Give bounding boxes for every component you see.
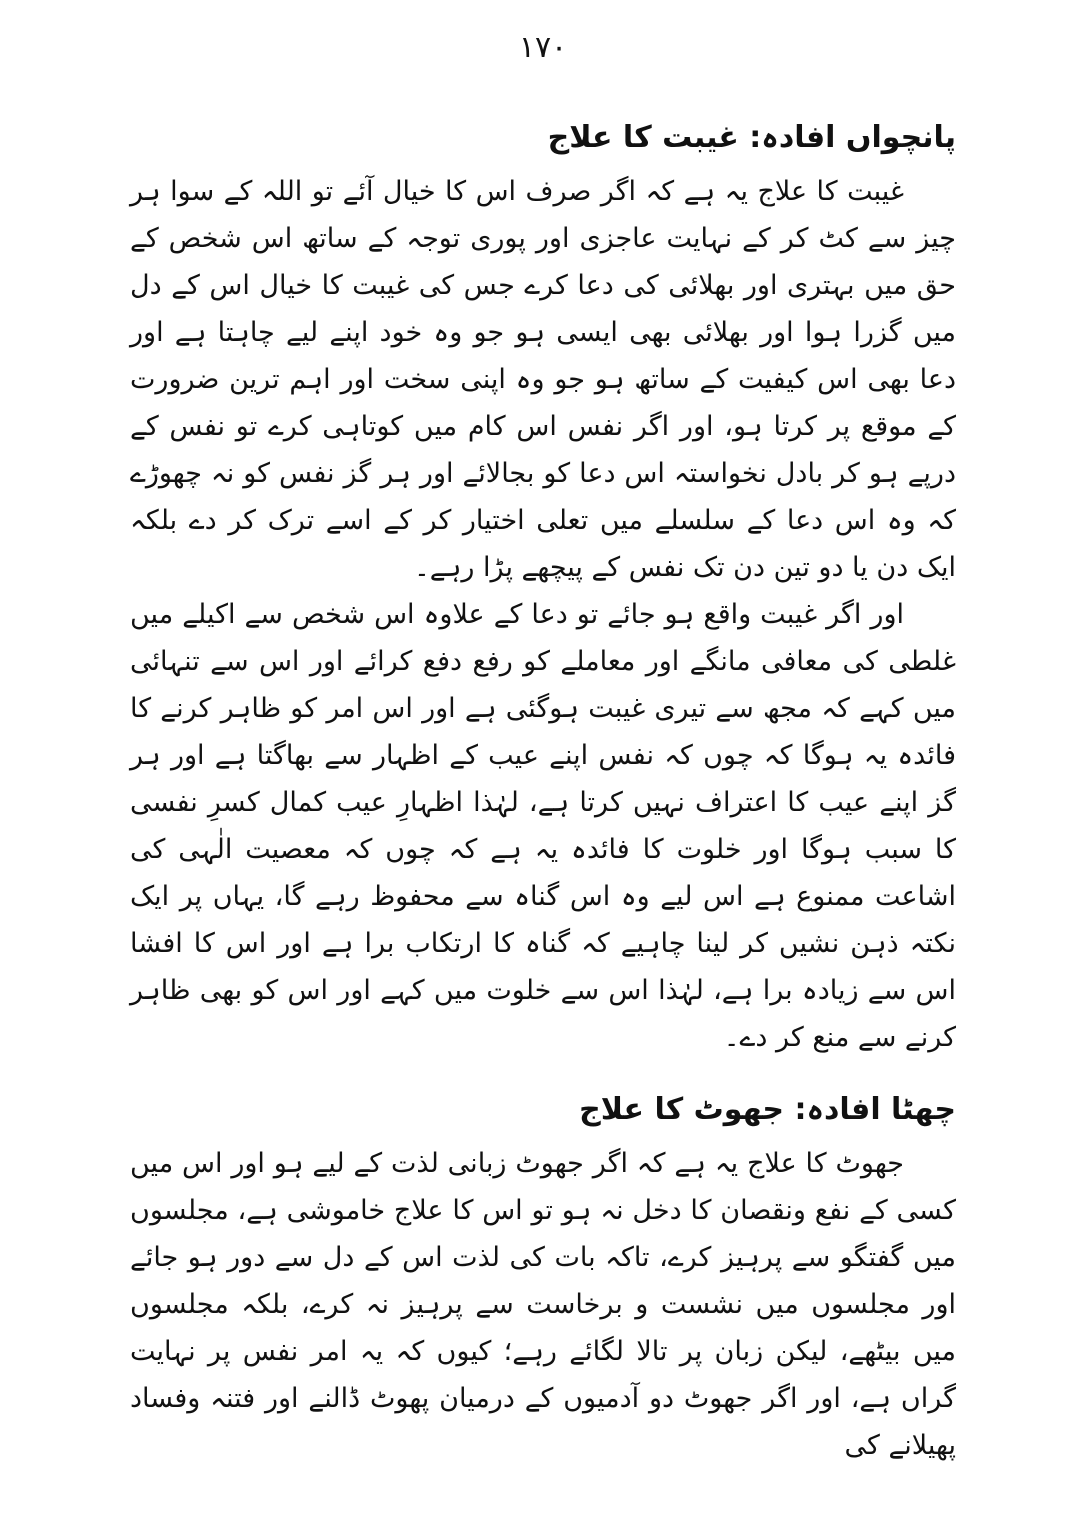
paragraph: اور اگر غیبت واقع ہو جائے تو دعا کے علاوہ اس شخص سے اکیلے میں غلطی کی معافی مانگے اور معاملے کو رفع دفع کرائے اور اس سے تنہائی میں کہے کہ مجھ سے تیری غیبت ہوگئی ہے اور اس امر کو ظاہر کرنے کا فائدہ یہ ہوگا کہ چوں کہ نفس اپنے عیب کے اظہار سے بھاگتا ہے اور ہر گز اپنے عیب کا اعتراف نہیں کرتا ہے، لہٰذا اظہارِ عیب کمال کسرِ نفسی کا سبب ہوگا اور خلوت کا فائدہ یہ ہے کہ چوں کہ معصیت الٰہی کی اشاعت ممنوع ہے اس لیے وہ اس گناہ سے محفوظ رہے گا، یہاں پر ایک نکتہ ذہن نشیں کر لینا چاہیے کہ گناہ کا ارتکاب برا ہے اور اس کا افشا اس سے زیادہ برا ہے، لہٰذا اس سے خلوت میں کہے اور اس کو بھی ظاہر کرنے سے منع کر دے۔ — [130, 599, 956, 1053]
page-number: ۱۷۰ — [518, 30, 568, 65]
section-heading: چھٹا افادہ: جھوٹ کا علاج — [579, 1092, 956, 1127]
paragraph: غیبت کا علاج یہ ہے کہ اگر صرف اس کا خیال آئے تو اللہ کے سوا ہر چیز سے کٹ کر کے نہایت عاجزی اور پوری توجہ کے ساتھ اس شخص کے حق میں بہتری اور بھلائی کی دعا کرے جس کی غیبت کا خیال اس کے دل میں گزرا ہوا اور بھلائی بھی ایسی ہو جو وہ خود اپنے لیے چاہتا ہے اور دعا بھی اس کیفیت کے ساتھ ہو جو وہ اپنی سخت اور اہم ترین ضرورت کے موقع پر کرتا ہو، اور اگر نفس اس کام میں کوتاہی کرے تو نفس کے درپے ہو کر بادل نخواستہ اس دعا کو بجالائے اور ہر گز نفس کو نہ چھوڑے کہ وہ اس دعا کے سلسلے میں تعلی اختیار کر کے اسے ترک کر دے بلکہ ایک دن یا دو تین دن تک نفس کے پیچھے پڑا رہے۔ — [130, 176, 956, 583]
section-heading: پانچواں افادہ: غیبت کا علاج — [547, 120, 956, 155]
section-gheebat — [130, 108, 956, 1068]
section-jhoot — [130, 1080, 956, 1500]
paragraph: جھوٹ کا علاج یہ ہے کہ اگر جھوٹ زبانی لذت کے لیے ہو اور اس میں کسی کے نفع ونقصان کا دخل نہ ہو تو اس کا علاج خاموشی ہے، مجلسوں میں گفتگو سے پرہیز کرے، تاکہ بات کی لذت اس کے دل سے دور ہو جائے اور مجلسوں میں نشست و برخاست سے پرہیز نہ کرے، بلکہ مجلسوں میں بیٹھے، لیکن زبان پر تالا لگائے رہے؛ کیوں کہ یہ امر نفس پر نہایت گراں ہے، اور اگر جھوٹ دو آدمیوں کے درمیان پھوٹ ڈالنے اور فتنہ وفساد پھیلانے کی — [130, 1148, 956, 1461]
